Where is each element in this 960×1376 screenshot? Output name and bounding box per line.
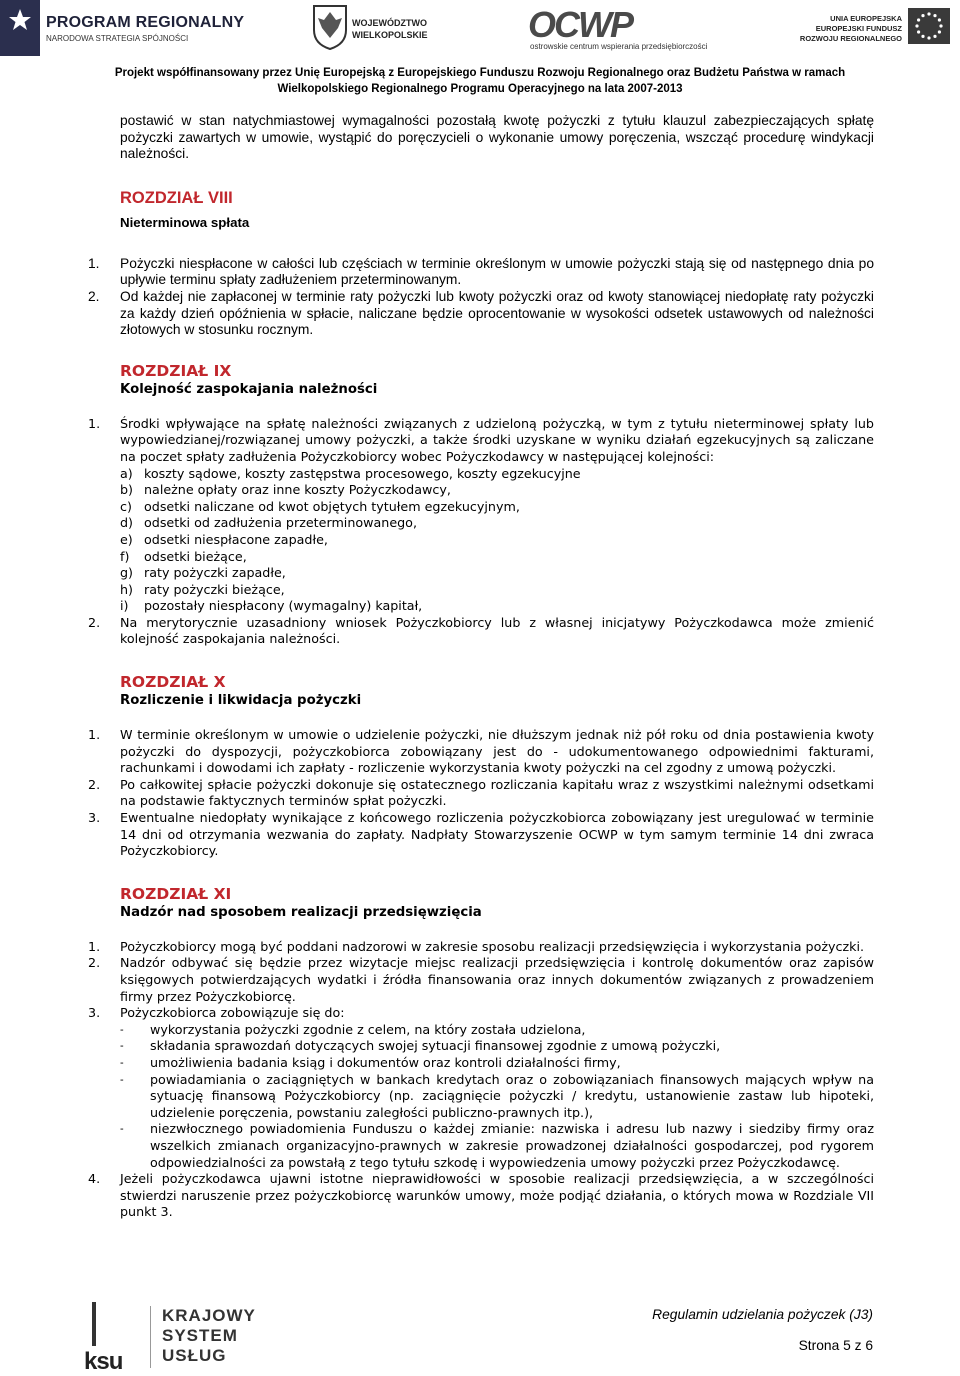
sublist-item: [120, 1072, 874, 1122]
item-text: Pożyczkobiorca zobowiązuje się do:: [120, 1005, 345, 1021]
list-item: [88, 288, 874, 339]
eu-line3: ROZWOJU REGIONALNEGO: [799, 34, 902, 43]
intro-paragraph: postawić w stan natychmiastowej wymagalności pozostałą kwotę pożyczki z tytułu klauzul zabezpieczających spłatę pożyczki zawartych w umowie, wystąpić do poręczycieli o wykonanie umowy poręczenia, wszcząć procedurę windykacji należności.: [120, 113, 874, 162]
item-number: 3.: [88, 1005, 101, 1021]
ksu-line2: SYSTEM: [162, 1326, 238, 1345]
ksu-divider: [150, 1306, 151, 1368]
item-text: Nadzór odbywać się będzie przez wizytacje miejsc realizacji przedsięwzięcia i kontrolę dokumentów oraz zapisów księgowych potwierdzających wydatki i źródła finansowania oraz innych dokumentów związanych z prowadzeniem firmy przez Pożyczkobiorcę.: [120, 955, 874, 1004]
dash-marker: -: [120, 1023, 124, 1036]
item-text: Pożyczki niespłacone w całości lub częściach w terminie określonym w umowie pożyczki stają się od następnego dnia po upływie terminu spłaty zadłużeniem przeterminowanym.: [120, 255, 874, 288]
ksu-logo: [84, 1302, 264, 1375]
sublist-text: należne opłaty oraz inne koszty Pożyczkodawcy,: [144, 482, 451, 498]
wielkopolska-logo: [312, 4, 428, 52]
document-body: [88, 113, 874, 1221]
chapter-11-subtitle: Nadzór nad sposobem realizacji przedsięwzięcia: [120, 904, 482, 920]
list-item: [88, 938, 874, 956]
item-text: Po całkowitej spłacie pożyczki dokonuje się ostatecznego rozliczania kapitału wraz z wszystkimi należnymi odsetkami na podstawie faktycznych terminów spłat pożyczki.: [120, 776, 874, 809]
document-name: Regulamin udzielania pożyczek (J3): [652, 1307, 873, 1322]
sublist-text: odsetki od zadłużenia przeterminowanego,: [144, 515, 417, 531]
ksu-line1: KRAJOWY: [162, 1306, 256, 1325]
chapter-9-list: [88, 415, 874, 648]
ocwp-wordmark: OCWP: [528, 4, 632, 45]
priority-sublist: [120, 466, 874, 615]
list-item: [88, 255, 874, 289]
project-funding-note: [0, 65, 960, 97]
project-line1: Projekt współfinansowany przez Unię Europejską z Europejskiego Funduszu Rozwoju Regionalnego oraz Budżetu Państwa w ramach: [114, 67, 846, 79]
list-item: [88, 727, 874, 777]
sublist-item: [120, 499, 874, 516]
sublist-item: [120, 582, 874, 599]
sublist-text: raty pożyczki zapadłe,: [144, 565, 286, 581]
sublist-item: [120, 1022, 874, 1039]
sublist-text: powiadamiania o zaciągniętych w bankach kredytach oraz o zobowiązaniach finansowych mających wpływ na sytuację finansową Pożyczkobiorcy (np. zaciągnięcie pożyczki / kredytu, ustanowienie zastaw lub hipoteki, udzielenie poręczenia, powstaniu zaległości publiczno-prawnych itp.),: [150, 1071, 874, 1120]
sublist-item: [120, 1121, 874, 1171]
sublist-text: odsetki bieżące,: [144, 548, 247, 564]
sublist-text: wykorzystania pożyczki zgodnie z celem, na który została udzielona,: [150, 1021, 586, 1037]
item-text: Ewentualne niedopłaty wynikające z końcowego rozliczenia pożyczkobiorca zobowiązany jest uregulować w terminie 14 dni od otrzymania wezwania do zapłaty. Nadpłaty Stowarzyszenie OCWP w tym samym terminie 14 dni zwraca Pożyczkobiorcy.: [120, 810, 874, 859]
sublist-letter: e): [120, 531, 133, 547]
ksu-wordmark: ksu: [84, 1348, 123, 1375]
sublist-text: raty pożyczki bieżące,: [144, 581, 285, 597]
item-number: 3.: [88, 810, 101, 826]
sublist-text: koszty sądowe, koszty zastępstwa procesowego, koszty egzekucyjne: [144, 465, 581, 481]
project-line2: Wielkopolskiego Regionalnego Programu Operacyjnego na lata 2007-2013: [277, 83, 683, 95]
sublist-item: [120, 1055, 874, 1072]
program-regionalny-emblem: [0, 0, 40, 56]
eu-line1: UNIA EUROPEJSKA: [830, 14, 902, 23]
sublist-letter: c): [120, 498, 132, 514]
star-icon: [8, 8, 32, 32]
chapter-10-list: [88, 727, 874, 860]
item-text: Jeżeli pożyczkodawca ujawni istotne nieprawidłowości w sposobie realizacji przedsięwzięcia, a w szczególności stwierdzi naruszenie przez pożyczkobiorcę warunków umowy, może podjąć działania, o których mowa w Rozdziale VII punkt 3.: [120, 1171, 874, 1220]
item-text: Środki wpływające na spłatę należności związanych z udzieloną pożyczką, w tym z tytułu nieterminowej spłaty lub wypowiedzianej/rozwiązanej umowy pożyczki, a także środki uzyskane w wyniku działań egzekucyjnych są zaliczane na poczet spłaty zadłużenia Pożyczkobiorcy wobec Pożyczkodawcy w następującej kolejności:: [120, 415, 874, 464]
sublist-item: [120, 515, 874, 532]
item-text: Pożyczkobiorcy mogą być poddani nadzorowi w zakresie sposobu realizacji przedsięwzięcia i wykorzystania pożyczki.: [120, 938, 865, 954]
dash-marker: -: [120, 1040, 124, 1053]
list-item: [88, 614, 874, 648]
item-text: Na merytorycznie uzasadniony wniosek Pożyczkobiorcy lub z własnej inicjatywy Pożyczkodawca może zmienić kolejność zaspokajania należności.: [120, 614, 874, 647]
chapter-9-title: ROZDZIAŁ IX: [120, 361, 232, 380]
dash-marker: -: [120, 1123, 124, 1136]
sublist-letter: i): [120, 598, 129, 614]
sublist-item: [120, 466, 874, 483]
eagle-shield-icon: [312, 4, 348, 50]
sublist-text: pozostały niespłacony (wymagalny) kapitał,: [144, 598, 423, 614]
ocwp-subtitle: ostrowskie centrum wspierania przedsiębiorczości: [530, 42, 708, 51]
item-number: 1.: [88, 255, 100, 271]
sublist-item: [120, 549, 874, 566]
sublist-item: [120, 1038, 874, 1055]
list-item: [88, 1005, 874, 1171]
item-number: 4.: [88, 1171, 101, 1187]
sublist-text: umożliwienia badania ksiąg i dokumentów oraz kontroli działalności firmy,: [150, 1054, 621, 1070]
item-text: Od każdej nie zapłaconej w terminie raty pożyczki lub kwoty pożyczki oraz od kwoty stanowiącej niedopłatę raty pożyczki za każdy dzień opóźnienia w spłacie, naliczane będzie oprocentowanie w wysokości odsetek ustawowych od należności złotowych w stosunku rocznym.: [120, 288, 874, 338]
item-number: 2.: [88, 614, 101, 630]
list-item: [88, 810, 874, 860]
list-item: [88, 776, 874, 810]
chapter-9-subtitle: Kolejność zaspokajania należności: [120, 381, 378, 397]
chapter-11-title: ROZDZIAŁ XI: [120, 884, 232, 903]
chapter-10-title: ROZDZIAŁ X: [120, 673, 226, 692]
page-header: [0, 0, 960, 105]
list-item: [88, 415, 874, 615]
sublist-item: [120, 598, 874, 615]
sublist-letter: g): [120, 565, 134, 581]
sublist-text: niezwłocznego powiadomienia Funduszu o każdej zmianie: nazwiska i adresu lub nazwy i siedziby firmy oraz wszelkich zmianach organizacyjno-prawnych w zakresie prowadzonej działalności gospodarczej, pod rygorem odpowiedzialności za powstałą z tego tytułu szkodę i wypowiedzenia umowy pożyczki przez Pożyczkodawcę.: [150, 1121, 874, 1170]
sublist-letter: d): [120, 515, 134, 531]
sublist-letter: f): [120, 548, 130, 564]
item-number: 2.: [88, 955, 101, 971]
sublist-item: [120, 482, 874, 499]
wielkopolska-line2: WIELKOPOLSKIE: [352, 30, 428, 40]
chapter-11-list: [88, 938, 874, 1221]
list-item: [88, 1171, 874, 1221]
item-number: 2.: [88, 288, 100, 304]
sublist-text: odsetki niespłacone zapadłe,: [144, 531, 328, 547]
sublist-letter: b): [120, 482, 134, 498]
eu-line2: EUROPEJSKI FUNDUSZ: [815, 24, 902, 33]
list-item: [88, 955, 874, 1005]
ocwp-logo: [528, 4, 708, 56]
page-number: Strona 5 z 6: [798, 1338, 873, 1353]
sublist-item: [120, 565, 874, 582]
program-regionalny-subtitle: NARODOWA STRATEGIA SPÓJNOŚCI: [46, 34, 189, 43]
sublist-item: [120, 532, 874, 549]
chapter-10-subtitle: Rozliczenie i likwidacja pożyczki: [120, 693, 362, 709]
sublist-letter: a): [120, 465, 133, 481]
item-text: W terminie określonym w umowie o udzielenie pożyczki, nie dłuższym jednak niż pół roku od dnia postawienia kwoty pożyczki do dyspozycji, pożyczkobiorca zobowiązany jest do - udokumentowanego odpowiednimi fakturami, rachunkami i dowodami ich zapłaty - rozliczenie wykorzystania kwoty pożyczki na cel zgodny z umową pożyczki.: [120, 727, 874, 776]
dash-marker: -: [120, 1056, 124, 1069]
ksu-line3: USŁUG: [162, 1346, 227, 1365]
sublist-text: składania sprawozdań dotyczących swojej sytuacji finansowej zgodnie z umową pożyczki,: [150, 1038, 721, 1054]
sublist-text: odsetki naliczane od kwot objętych tytułem egzekucyjnym,: [144, 498, 520, 514]
item-number: 1.: [88, 415, 101, 431]
program-regionalny-logo: [0, 0, 245, 56]
item-number: 2.: [88, 776, 101, 792]
dash-marker: -: [120, 1073, 124, 1086]
sublist-letter: h): [120, 581, 133, 597]
wielkopolska-line1: WOJEWÓDZTWO: [352, 18, 427, 28]
logo-bar: [0, 0, 960, 62]
chapter-8-title: ROZDZIAŁ VIII: [120, 188, 233, 207]
chapter-8-subtitle: Nieterminowa spłata: [120, 214, 250, 230]
obligations-sublist: [120, 1022, 874, 1171]
chapter-8-list: [88, 255, 874, 339]
eu-logo: [800, 8, 950, 52]
program-regionalny-title: PROGRAM REGIONALNY: [46, 14, 245, 31]
item-number: 1.: [88, 727, 101, 743]
eu-flag-icon: [908, 8, 950, 44]
item-number: 1.: [88, 938, 101, 954]
ksu-mark: [92, 1302, 96, 1346]
